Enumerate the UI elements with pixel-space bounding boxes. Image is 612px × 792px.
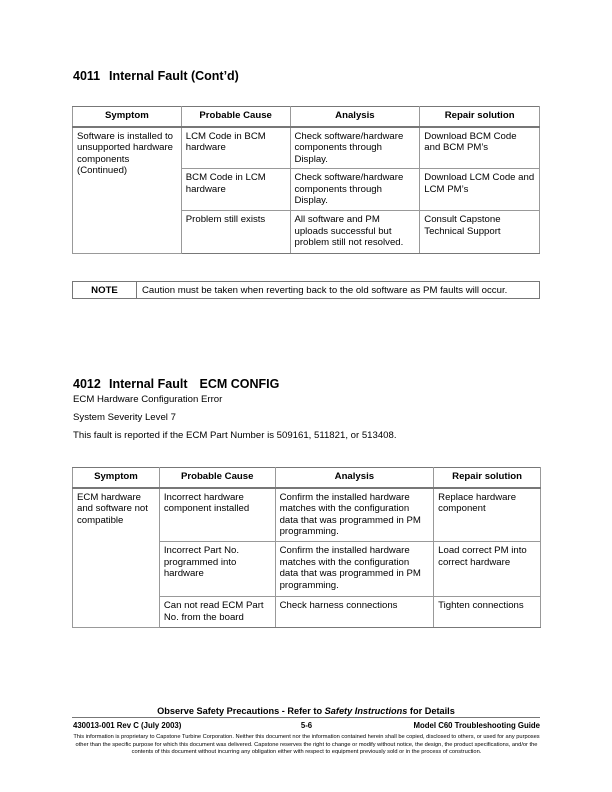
repair-cell: Load correct PM into correct hardware [434, 542, 541, 597]
header-analysis: Analysis [275, 468, 434, 488]
analysis-cell: All software and PM uploads successful but problem still not resolved. [290, 211, 420, 254]
header-repair-solution: Repair solution [434, 468, 541, 488]
guide-title: Model C60 Troubleshooting Guide [413, 721, 540, 730]
header-symptom: Symptom [73, 107, 182, 127]
note-box [72, 281, 540, 299]
cause-cell: Problem still exists [181, 211, 290, 254]
header-analysis: Analysis [290, 107, 420, 127]
cause-cell: Incorrect hardware component installed [159, 488, 275, 542]
proprietary-notice: This information is proprietary to Capstone Turbine Corporation. Neither this document nor the information contained herein shall be copied, disclosed to others, or used for any purposes other than the specific purpose for which this document was delivered. Capstone reserves the right to change or modify without notice, the design, the product specifications, and/or the contents of this document without incurring any obligation either with respect to equipment previously sold or in the process of construction. [73, 734, 540, 756]
repair-cell: Tighten connections [434, 597, 541, 628]
fault-condition: This fault is reported if the ECM Part Number is 509161, 511821, or 513408. [73, 430, 397, 441]
repair-cell: Consult Capstone Technical Support [420, 211, 540, 254]
cause-cell: LCM Code in BCM hardware [181, 127, 290, 169]
section-title: Internal Fault [109, 377, 188, 391]
fault-4012-table [72, 467, 541, 628]
header-repair-solution: Repair solution [420, 107, 540, 127]
safety-instructions-ref: Safety Instructions [324, 706, 408, 716]
page-number: 5-6 [300, 721, 313, 730]
section-subtitle: ECM CONFIG [199, 377, 280, 391]
doc-number: 430013-001 Rev C (July 2003) [73, 721, 182, 730]
header-symptom: Symptom [73, 468, 160, 488]
footer-divider [72, 717, 540, 718]
section-4011-heading [73, 69, 239, 83]
repair-cell: Download BCM Code and BCM PM’s [420, 127, 540, 169]
table-row [73, 127, 540, 169]
symptom-cell: ECM hardware and software not compatible [73, 488, 160, 628]
analysis-cell: Check harness connections [275, 597, 434, 628]
section-4012-heading [73, 377, 279, 391]
table-header-row [73, 468, 541, 488]
severity-level: System Severity Level 7 [73, 412, 176, 423]
header-probable-cause: Probable Cause [181, 107, 290, 127]
cause-cell: Incorrect Part No. programmed into hardware [159, 542, 275, 597]
safety-notice [0, 706, 612, 716]
note-label: NOTE [73, 282, 137, 299]
cause-cell: Can not read ECM Part No. from the board [159, 597, 275, 628]
symptom-cell: Software is installed to unsupported hardware components (Continued) [73, 127, 182, 254]
section-number: 4011 [73, 69, 101, 83]
cause-cell: BCM Code in LCM hardware [181, 169, 290, 211]
analysis-cell: Confirm the installed hardware matches with the configuration data that was programmed in PM programming. [275, 542, 434, 597]
analysis-cell: Confirm the installed hardware matches with the configuration data that was programmed in PM programming. [275, 488, 434, 542]
repair-cell: Download LCM Code and LCM PM’s [420, 169, 540, 211]
fault-4011-table [72, 106, 540, 254]
fault-description: ECM Hardware Configuration Error [73, 394, 223, 405]
safety-notice-prefix: Observe Safety Precautions - Refer to [157, 706, 325, 716]
analysis-cell: Check software/hardware components through Display. [290, 169, 420, 211]
header-probable-cause: Probable Cause [159, 468, 275, 488]
table-header-row [73, 107, 540, 127]
section-title: Internal Fault (Cont’d) [109, 69, 239, 83]
safety-notice-suffix: for Details [407, 706, 455, 716]
analysis-cell: Check software/hardware components through Display. [290, 127, 420, 169]
note-text: Caution must be taken when reverting back to the old software as PM faults will occur. [137, 282, 540, 299]
table-row [73, 488, 541, 542]
repair-cell: Replace hardware component [434, 488, 541, 542]
section-number: 4012 [73, 377, 101, 391]
